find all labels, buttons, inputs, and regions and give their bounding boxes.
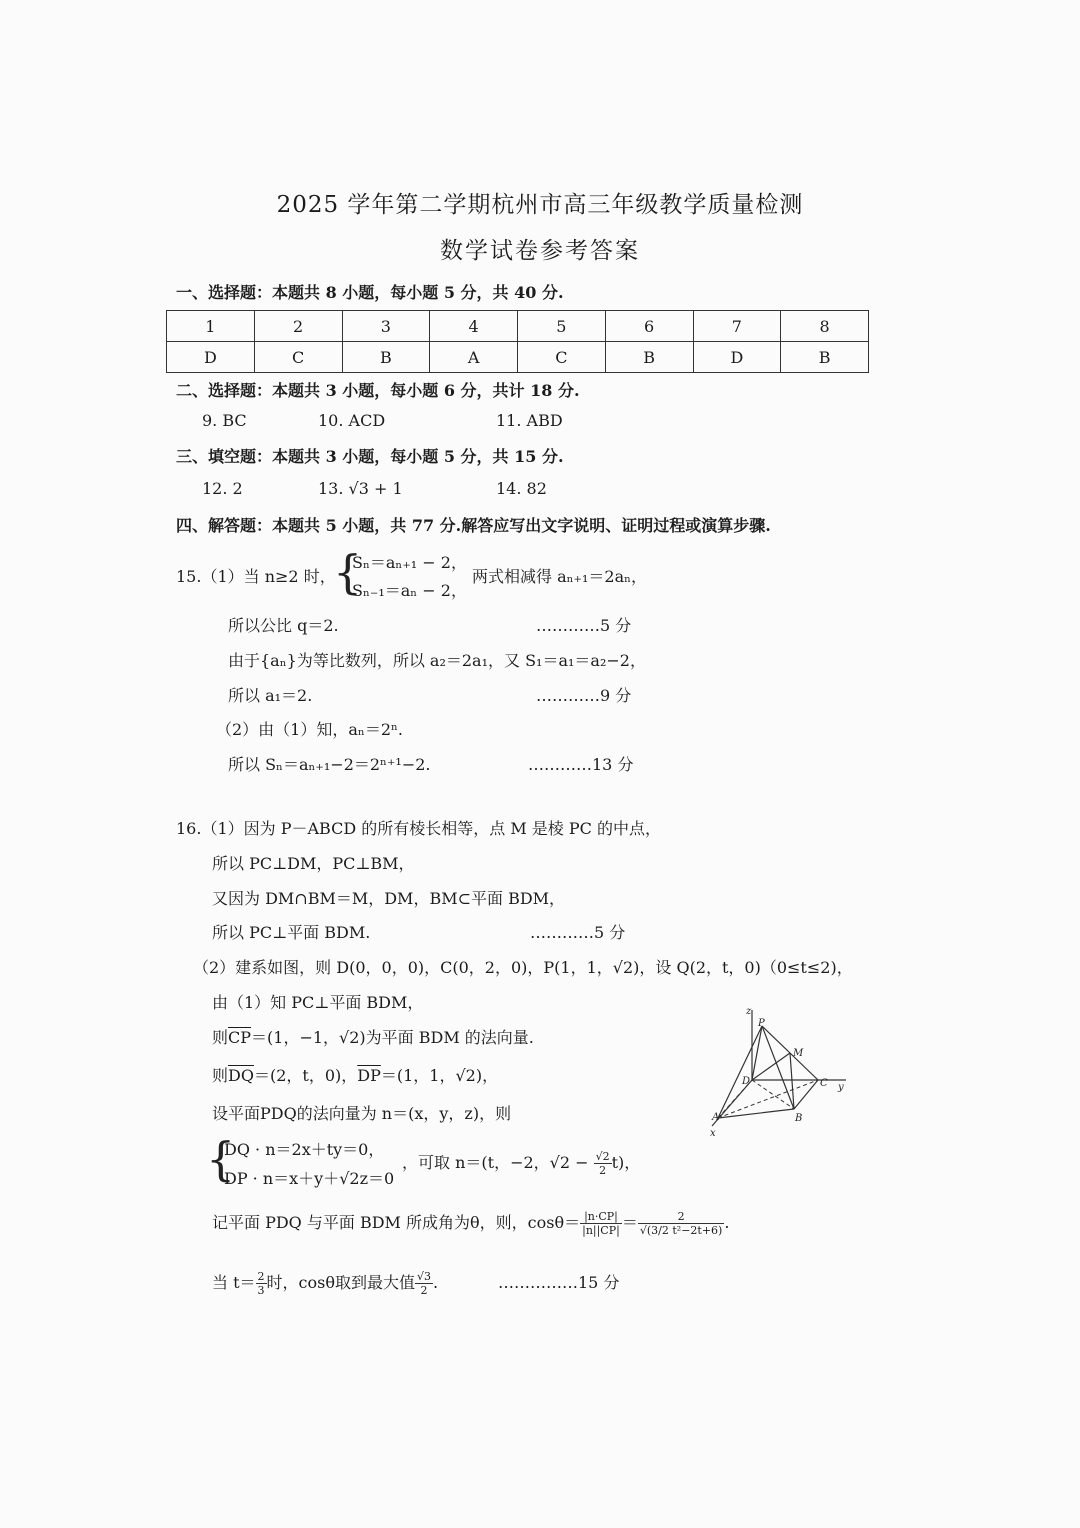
table-cell: 3 [342, 311, 430, 342]
q16-line7 [212, 1025, 534, 1048]
answer-12: 12. 2 [202, 479, 243, 498]
table-cell: 7 [693, 311, 781, 342]
q16-line11-pre: 当 t＝ [212, 1273, 256, 1292]
fraction: $\frac{|n\cdot CP|}{|n||CP|}$ [582, 1210, 620, 1237]
section3-heading: 三、填空题：本题共 3 小题，每小题 5 分，共 15 分. [176, 447, 564, 466]
table-cell: 6 [605, 311, 693, 342]
q16-system-brace: { [206, 1132, 236, 1186]
q15-line3: 由于{aₙ}为等比数列，所以 a₂＝2a₁，又 S₁＝a₁＝a₂−2， [228, 651, 646, 670]
table-cell: B [342, 342, 430, 373]
figure-label: C [820, 1078, 828, 1089]
edge-pb [762, 1026, 794, 1109]
q16-line11-mid: 时，cosθ取到最大值 [266, 1273, 415, 1292]
pyramid-figure [698, 996, 858, 1138]
q16-line10 [212, 1210, 729, 1237]
answer-table-row-answers [167, 342, 869, 373]
section1-heading: 一、选择题：本题共 8 小题，每小题 5 分，共 40 分. [176, 283, 564, 302]
page-title: 2025 学年第二学期杭州市高三年级教学质量检测 [276, 192, 804, 218]
answer-13: 13. √3 + 1 [318, 479, 403, 498]
figure-label: P [758, 1018, 765, 1029]
vector-cp: $\overline{CP}$ [228, 1028, 252, 1047]
answer-table [166, 310, 869, 373]
q16-line2: 所以 PC⊥DM，PC⊥BM， [212, 854, 415, 873]
edge-pd [752, 1026, 762, 1080]
q16-take-end: t)， [611, 1153, 641, 1172]
table-cell: 4 [430, 311, 518, 342]
diagonal-db-dashed [752, 1080, 794, 1109]
q16-system-eq2: DP · n＝x＋y＋√2z＝0 [224, 1169, 395, 1188]
figure-label: M [793, 1048, 804, 1059]
fraction: $\frac{√3}{2}$ [416, 1270, 431, 1297]
figure-label: x [710, 1128, 716, 1138]
table-cell: C [254, 342, 342, 373]
q15-brace: { [333, 545, 363, 599]
segment-dm [752, 1053, 790, 1080]
figure-label: D [742, 1076, 751, 1087]
q15-line5: （2）由（1）知，aₙ＝2ⁿ. [216, 720, 404, 739]
answer-table-row-numbers [167, 311, 869, 342]
answer-14: 14. 82 [496, 479, 547, 498]
table-cell: A [430, 342, 518, 373]
q16-line7-pre: 则 [212, 1028, 229, 1047]
q16-line8-pre: 则 [212, 1066, 229, 1085]
q15-line6: 所以 Sₙ＝aₙ₊₁−2＝2ⁿ⁺¹−2. [228, 755, 431, 774]
q16-line6: 由（1）知 PC⊥平面 BDM， [212, 993, 424, 1012]
q16-take-text: ，可取 n＝(t，−2，√2 − [402, 1153, 594, 1172]
page-subtitle: 数学试卷参考答案 [440, 238, 640, 264]
table-cell: 2 [254, 311, 342, 342]
table-cell: B [781, 342, 869, 373]
q16-line10-eq: ＝ [621, 1213, 638, 1232]
q15-line4: 所以 a₁＝2. [228, 686, 313, 705]
vector-dp: $\overline{DP}$ [357, 1066, 381, 1085]
q15-lead: 15.（1）当 n≥2 时， [176, 567, 336, 586]
section4-heading: 四、解答题：本题共 5 小题，共 77 分.解答应写出文字说明、证明过程或演算步骤. [176, 516, 771, 535]
fraction: $\frac{√2}{2}$ [595, 1150, 610, 1177]
q16-line7-post: ＝(1，−1，√2)为平面 BDM 的法向量. [251, 1028, 534, 1047]
q15-score4: …………9 分 [536, 686, 632, 705]
table-cell: D [693, 342, 781, 373]
q16-line11 [212, 1270, 438, 1297]
answer-10: 10. ACD [318, 411, 386, 430]
q16-line4: 所以 PC⊥平面 BDM. [212, 923, 371, 942]
vector-dq: $\overline{DQ}$ [228, 1066, 254, 1085]
q15-score6: …………13 分 [528, 755, 634, 774]
section2-heading: 二、选择题：本题共 3 小题，每小题 6 分，共计 18 分. [176, 381, 580, 400]
answer-11: 11. ABD [496, 411, 563, 430]
fraction: $\frac{2}{3}$ [257, 1270, 265, 1297]
q15-subtract: 两式相减得 aₙ₊₁＝2aₙ， [472, 567, 648, 586]
table-cell: 8 [781, 311, 869, 342]
q16-line8 [212, 1063, 498, 1086]
q16-system-eq1: DQ · n＝2x＋ty＝0， [224, 1140, 385, 1159]
q16-line5: （2）建系如图，则 D(0，0，0)，C(0，2，0)，P(1，1，√2)，设 Q(2，t，0)（0≤t≤2)， [193, 958, 853, 977]
figure-label: B [795, 1113, 803, 1124]
table-cell: C [518, 342, 606, 373]
fraction: $\frac{2}{\text{√(3/2 t²−2t+6)}}$ [639, 1210, 723, 1237]
table-cell: D [167, 342, 255, 373]
q16-line8-post: ＝(1，1，√2)， [380, 1066, 499, 1085]
q16-line3: 又因为 DM∩BM＝M，DM，BM⊂平面 BDM， [212, 889, 566, 908]
figure-label: y [838, 1082, 844, 1093]
q16-score4: …………5 分 [530, 923, 626, 942]
figure-label: A [712, 1112, 720, 1123]
figure-label: z [746, 1006, 752, 1017]
q16-line8-mid: ＝(2，t，0)， [253, 1066, 358, 1085]
q16-line11-end: . [433, 1273, 439, 1292]
q15-eq1: Sₙ＝aₙ₊₁ − 2， [352, 553, 467, 572]
answer-9: 9. BC [202, 411, 247, 430]
q16-line9: 设平面PDQ的法向量为 n＝(x，y，z)，则 [212, 1104, 512, 1123]
edge-pa [718, 1026, 762, 1118]
q15-line2: 所以公比 q＝2. [228, 616, 339, 635]
table-cell: 1 [167, 311, 255, 342]
q16-line10-end: . [724, 1213, 730, 1232]
table-cell: B [605, 342, 693, 373]
table-cell: 5 [518, 311, 606, 342]
q16-line1: 16.（1）因为 P－ABCD 的所有棱长相等，点 M 是棱 PC 的中点， [176, 819, 661, 838]
q16-score11: ……………15 分 [498, 1273, 620, 1292]
edge-ab [718, 1109, 794, 1118]
q16-line10-pre: 记平面 PDQ 与平面 BDM 所成角为θ，则，cosθ＝ [212, 1213, 581, 1232]
q15-eq2: Sₙ₋₁＝aₙ − 2， [352, 581, 467, 600]
q15-score2: …………5 分 [536, 616, 632, 635]
q16-normal-vector [402, 1150, 640, 1177]
